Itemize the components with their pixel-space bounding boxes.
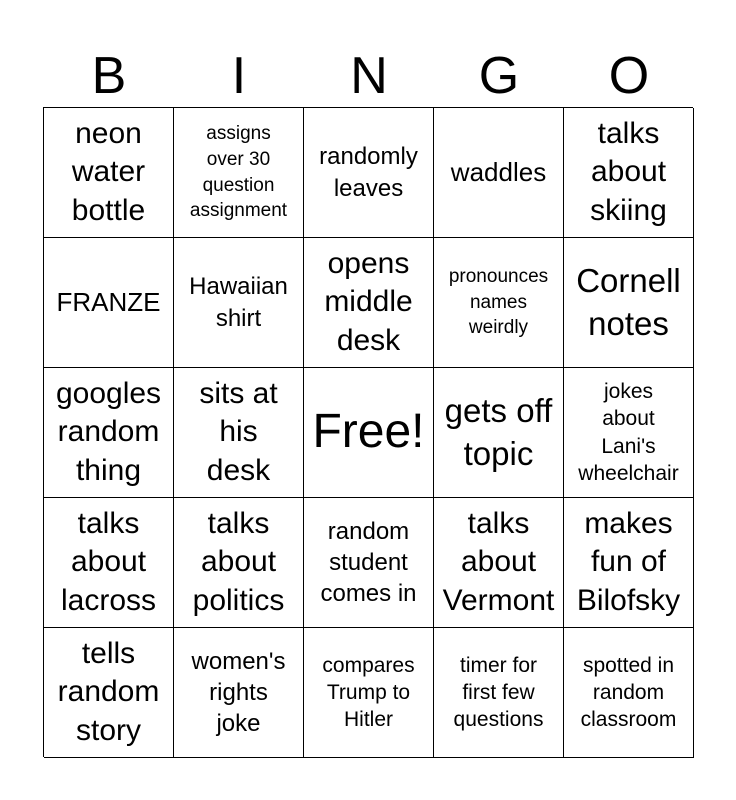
- header-letter-g: G: [478, 47, 520, 105]
- cell-text: makes fun of Bilofsky: [576, 506, 681, 617]
- cell-text: opens middle desk: [324, 246, 413, 357]
- cell-text: women's rights joke: [191, 647, 286, 738]
- bingo-cell-r3-c4[interactable]: [434, 368, 564, 498]
- cell-text: assigns over 30 question assignment: [189, 122, 288, 222]
- cell-text: sits at his desk: [199, 376, 278, 487]
- header-letter-o: O: [608, 47, 650, 105]
- bingo-cell-r2-c5[interactable]: [564, 238, 694, 368]
- bingo-cell-r4-c4[interactable]: [434, 498, 564, 628]
- cell-text: jokes about Lani's wheelchair: [578, 379, 679, 485]
- cell-text: Hawaiian shirt: [189, 273, 288, 332]
- header-letter-n: N: [350, 47, 388, 105]
- bingo-cell-r3-c5[interactable]: [564, 368, 694, 498]
- cell-text: googles random thing: [55, 376, 162, 487]
- cell-text: neon water bottle: [71, 116, 146, 227]
- cell-text: FRANZE: [56, 286, 161, 317]
- bingo-cell-r5-c3[interactable]: [304, 628, 434, 758]
- bingo-cell-r2-c1[interactable]: [44, 238, 174, 368]
- cell-text: pronounces names weirdly: [448, 265, 549, 339]
- cell-text: Cornell notes: [576, 262, 681, 342]
- bingo-cell-r1-c4[interactable]: [434, 108, 564, 238]
- bingo-cell-r4-c3[interactable]: [304, 498, 434, 628]
- bingo-cell-r5-c1[interactable]: [44, 628, 174, 758]
- bingo-cell-r3-c2[interactable]: [174, 368, 304, 498]
- bingo-cell-r4-c1[interactable]: [44, 498, 174, 628]
- bingo-cell-r1-c3[interactable]: [304, 108, 434, 238]
- bingo-cell-r5-c4[interactable]: [434, 628, 564, 758]
- cell-text: talks about skiing: [590, 116, 667, 227]
- bingo-cell-r5-c5[interactable]: [564, 628, 694, 758]
- cell-text: compares Trump to Hitler: [322, 653, 415, 732]
- header-letter-b: B: [91, 47, 127, 105]
- cell-text: waddles: [450, 156, 547, 187]
- cell-text: talks about Vermont: [442, 506, 555, 617]
- bingo-cell-r2-c3[interactable]: [304, 238, 434, 368]
- free-space-text: Free!: [312, 405, 425, 459]
- cell-text: gets off topic: [444, 392, 553, 472]
- bingo-cell-r5-c2[interactable]: [174, 628, 304, 758]
- bingo-header: [44, 44, 694, 108]
- header-letter-i: I: [231, 47, 247, 105]
- cell-text: timer for first few questions: [453, 653, 544, 732]
- cell-text: random student comes in: [320, 517, 417, 608]
- bingo-cell-r1-c2[interactable]: [174, 108, 304, 238]
- cell-text: spotted in random classroom: [580, 653, 677, 732]
- bingo-cell-r3-c1[interactable]: [44, 368, 174, 498]
- bingo-board: [43, 107, 693, 757]
- bingo-cell-free[interactable]: [304, 368, 434, 498]
- cell-text: tells random story: [57, 636, 160, 747]
- bingo-cell-r2-c4[interactable]: [434, 238, 564, 368]
- cell-text: randomly leaves: [319, 143, 418, 202]
- bingo-cell-r1-c1[interactable]: [44, 108, 174, 238]
- bingo-cell-r4-c5[interactable]: [564, 498, 694, 628]
- cell-text: talks about politics: [192, 506, 285, 617]
- cell-text: talks about lacross: [60, 506, 157, 617]
- bingo-cell-r4-c2[interactable]: [174, 498, 304, 628]
- bingo-cell-r2-c2[interactable]: [174, 238, 304, 368]
- bingo-cell-r1-c5[interactable]: [564, 108, 694, 238]
